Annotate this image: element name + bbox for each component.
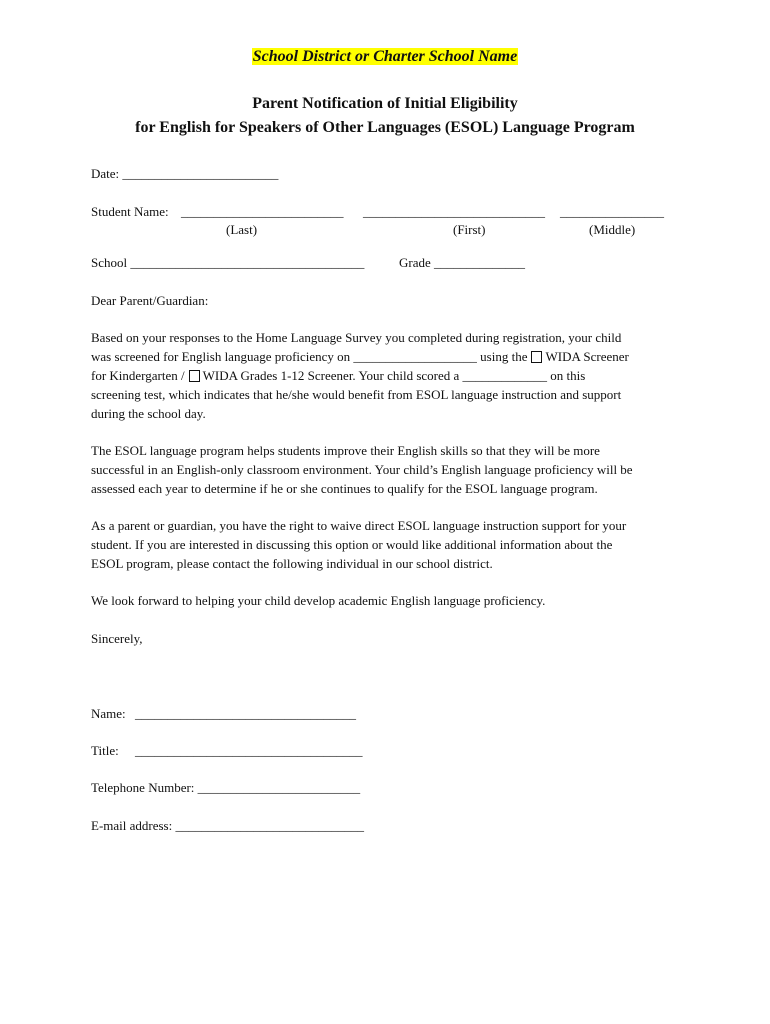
paragraph-1-line-3: for Kindergarten / WIDA Grades 1-12 Screener. Your child scored a _____________ on this bbox=[91, 368, 586, 383]
contact-title-label: Title: bbox=[91, 743, 119, 758]
district-name: School District or Charter School Name bbox=[252, 48, 518, 65]
wida-kindergarten-checkbox[interactable] bbox=[531, 351, 542, 363]
title-line-1: Parent Notification of Initial Eligibility bbox=[252, 95, 518, 112]
student-middle-name-field[interactable]: ________________ bbox=[560, 204, 664, 219]
greeting: Dear Parent/Guardian: bbox=[91, 293, 209, 308]
student-last-name-field[interactable]: _________________________ bbox=[181, 204, 344, 219]
student-name-label: Student Name: bbox=[91, 204, 169, 219]
contact-title-field[interactable]: ___________________________________ bbox=[135, 743, 363, 758]
paragraph-2-line-1: The ESOL language program helps students improve their English skills so that they will be more bbox=[91, 443, 600, 458]
last-caption: (Last) bbox=[226, 222, 258, 237]
middle-caption: (Middle) bbox=[589, 222, 636, 237]
contact-email-field[interactable]: E-mail address: _____________________________ bbox=[91, 818, 364, 833]
contact-phone-field[interactable]: Telephone Number: _________________________ bbox=[91, 780, 361, 795]
paragraph-3-line-3: ESOL program, please contact the following individual in our school district. bbox=[91, 556, 493, 571]
paragraph-1-line-5: during the school day. bbox=[91, 406, 206, 421]
paragraph-2-line-3: assessed each year to determine if he or she continues to qualify for the ESOL language program. bbox=[91, 481, 598, 496]
title-line-2: for English for Speakers of Other Languages (ESOL) Language Program bbox=[135, 119, 635, 136]
first-caption: (First) bbox=[453, 222, 486, 237]
paragraph-2-line-2: successful in an English-only classroom environment. Your child’s English language proficiency will be bbox=[91, 462, 633, 477]
paragraph-1-line-4: screening test, which indicates that he/she would benefit from ESOL language instruction and support bbox=[91, 387, 622, 402]
grade-field[interactable]: Grade ______________ bbox=[399, 255, 526, 270]
contact-name-field[interactable]: __________________________________ bbox=[135, 706, 356, 721]
closing: Sincerely, bbox=[91, 631, 143, 646]
student-first-name-field[interactable]: ____________________________ bbox=[363, 204, 545, 219]
paragraph-1-line-2: was screened for English language proficiency on ___________________ using the WIDA Screener bbox=[91, 349, 629, 364]
wida-grades-checkbox[interactable] bbox=[189, 370, 200, 382]
paragraph-4: We look forward to helping your child develop academic English language proficiency. bbox=[91, 593, 546, 608]
paragraph-1-line-1: Based on your responses to the Home Language Survey you completed during registration, your child bbox=[91, 330, 622, 345]
paragraph-3-line-2: student. If you are interested in discussing this option or would like additional information about the bbox=[91, 537, 613, 552]
paragraph-3-line-1: As a parent or guardian, you have the right to waive direct ESOL language instruction support for your bbox=[91, 518, 627, 533]
date-field[interactable]: Date: ________________________ bbox=[91, 166, 279, 181]
school-field[interactable]: School ____________________________________ bbox=[91, 255, 365, 270]
contact-name-label: Name: bbox=[91, 706, 126, 721]
